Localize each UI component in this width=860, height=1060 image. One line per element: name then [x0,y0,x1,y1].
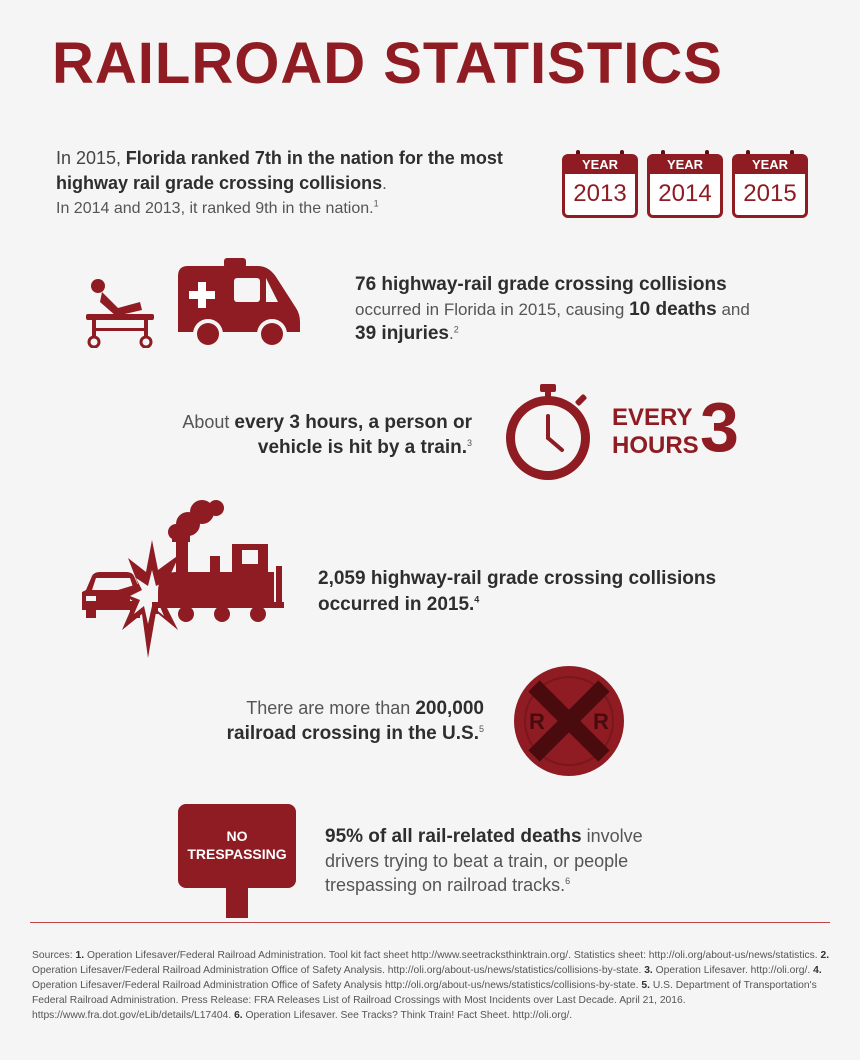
stopwatch-icon [502,382,594,482]
svg-text:R: R [593,709,609,734]
intro-text: In 2015, Florida ranked 7th in the nation for the most highway rail grade crossing collisions. In 2014 and 2013, it ranked 9th in the nation.$^1$ [56,148,503,217]
train-icon [150,498,292,630]
calendar-2014-icon: YEAR 2014 [647,150,723,220]
divider [30,922,830,923]
sign-post [226,888,248,918]
every-hours-badge: EVERY HOURS [612,404,699,459]
stat-2059-collisions: 2,059 highway-rail grade crossing collisions occurred in 2015.$^4$ [318,568,717,615]
calendar-2015-icon: YEAR 2015 [732,150,808,220]
stretcher-icon [82,272,158,348]
stat-crossings: There are more than 200,000 railroad crossing in the U.S.$^5$ [226,698,484,744]
stat-every-3-hours: About every 3 hours, a person or vehicle is hit by a train.$^3$ [182,412,472,458]
svg-text:R: R [529,709,545,734]
page-title: RAILROAD STATISTICS [52,31,723,96]
railroad-crossing-sign-icon [514,666,624,776]
no-trespassing-sign: NO TRESPASSING [178,804,296,888]
sources-footnotes: Sources: 1. Operation Lifesaver/Federal Railroad Administration. Tool kit fact sheet http://www.seetracksthinktrain.org/. Statistics sheet: http://oli.org/about-us/news/statistics. 2. Operation Lifesaver/Federal Railroad Administration Office of Safety Analysis. http://oli.org/about-us/news/statistics/collisions-by-state. 3. Operation Lifesaver. http://oli.org/. 4. Operation Lifesaver/Federal Railroad Administration Office of Safety Analysis http://oli.org/about-us/news/statistics/collisions-by-state. 5. U.S. Department of Transportation's Federal Railroad Administration. Press Release: FRA Releases List of Railroad Crossings with Most Incidents over Last Decade. April 21, 2016. https://www.fra.dot.gov/eLib/details/L17404. 6. Operation Lifesaver. See Tracks? Think Train! Fact Sheet. http://oli.org/. [32,950,830,1021]
ambulance-icon [178,258,300,350]
calendar-2013-icon: YEAR 2013 [562,150,638,220]
stat-collisions-florida: 76 highway-rail grade crossing collisions occurred in Florida in 2015, causing 10 deaths and 39 injuries.$^2$ [355,274,750,344]
every-hours-number: 3 [700,388,739,466]
stat-rail-deaths: 95% of all rail-related deaths involve drivers trying to beat a train, or people trespassing on railroad tracks.$^6$ [325,826,643,895]
